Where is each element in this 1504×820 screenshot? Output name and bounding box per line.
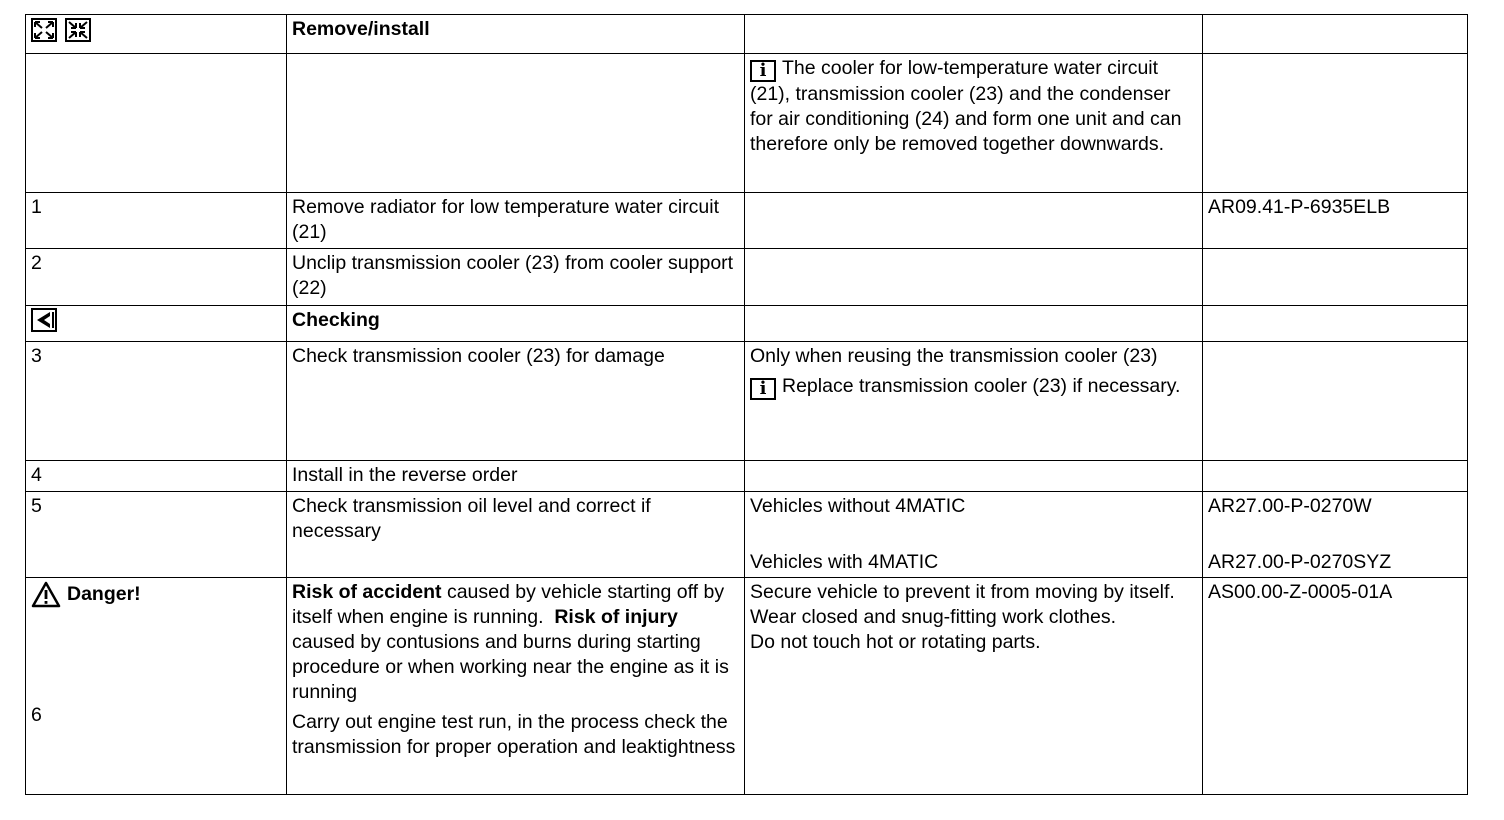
step-text: Unclip transmission cooler (23) from cooler support (22) [287, 249, 745, 306]
empty-cell [745, 461, 1203, 492]
step-number: 1 [26, 193, 287, 249]
step-text: Install in the reverse order [287, 461, 745, 492]
checking-icon-cell [26, 306, 287, 342]
empty-cell [287, 54, 745, 193]
danger-reference: AS00.00-Z-0005-01A [1203, 578, 1468, 795]
variants-cell [745, 492, 1203, 578]
empty-cell [26, 54, 287, 193]
info-icon: i [750, 60, 776, 82]
step-number: 4 [26, 461, 287, 492]
variant-with-4matic: Vehicles with 4MATIC [750, 551, 939, 573]
install-arrows-icon [65, 18, 91, 42]
empty-cell [1203, 461, 1468, 492]
step-number: 2 [26, 249, 287, 306]
danger-text-cell [287, 578, 745, 795]
table-row [26, 249, 1468, 306]
table-row [26, 342, 1468, 461]
danger-cell [26, 578, 287, 795]
safety-measure: Wear closed and snug-fitting work clothes. [750, 606, 1116, 628]
risk-accident-label: Risk of accident [292, 581, 442, 603]
warning-triangle-icon [31, 581, 61, 608]
row-danger [26, 578, 1468, 795]
safety-measure: Do not touch hot or rotating parts. [750, 631, 1041, 653]
row-info-note [26, 54, 1468, 193]
empty-cell [1203, 306, 1468, 342]
note-cell [745, 54, 1203, 193]
step-number: 5 [26, 492, 287, 578]
safety-measure: Secure vehicle to prevent it from moving by itself. [750, 581, 1175, 603]
step-text: Remove radiator for low temperature water circuit (21) [287, 193, 745, 249]
procedure-table [25, 14, 1468, 795]
step-note: Only when reusing the transmission cooler (23) [750, 345, 1158, 367]
step-number: 3 [26, 342, 287, 461]
info-icon: i [750, 378, 776, 400]
empty-cell [1203, 54, 1468, 193]
risk-accident-text: caused by vehicle starting off by itself when engine is running. [292, 581, 725, 628]
empty-cell [1203, 15, 1468, 54]
risk-injury-label: Risk of injury [554, 606, 678, 628]
empty-cell [745, 306, 1203, 342]
table-row [26, 492, 1468, 578]
remove-install-icons-cell [26, 15, 287, 54]
note-text: The cooler for low-temperature water circuit (21), transmission cooler (23) and the condenser for air conditioning (24) and form one unit and can therefore only be removed together downwards. [750, 57, 1182, 155]
section-title-cell [287, 15, 745, 54]
safety-measures-cell [745, 578, 1203, 795]
section-title-remove-install: Remove/install [292, 18, 430, 40]
step-number: 6 [31, 704, 42, 726]
step-note: Replace transmission cooler (23) if necessary. [782, 375, 1181, 397]
row-remove-install [26, 15, 1468, 54]
step-notes-cell [745, 342, 1203, 461]
step-text: Carry out engine test run, in the process check the transmission for proper operation and leaktightness [292, 711, 736, 758]
empty-cell [1203, 342, 1468, 461]
risk-injury-text: caused by contusions and burns during starting procedure or when working near the engine as it is running [292, 631, 729, 703]
step-text: Check transmission oil level and correct if necessary [287, 492, 745, 578]
variant-without-4matic: Vehicles without 4MATIC [750, 495, 966, 517]
step-reference: AR27.00-P-0270SYZ [1208, 551, 1392, 573]
empty-cell [745, 193, 1203, 249]
step-reference: AR09.41-P-6935ELB [1203, 193, 1468, 249]
step-reference: AR27.00-P-0270W [1208, 495, 1372, 517]
step-text: Check transmission cooler (23) for damage [287, 342, 745, 461]
row-checking [26, 306, 1468, 342]
checking-icon [31, 308, 57, 332]
references-cell [1203, 492, 1468, 578]
empty-cell [1203, 249, 1468, 306]
section-title-checking: Checking [292, 309, 380, 331]
section-title-cell [287, 306, 745, 342]
empty-cell [745, 249, 1203, 306]
empty-cell [745, 15, 1203, 54]
danger-label: Danger! [67, 583, 141, 605]
table-row [26, 461, 1468, 492]
table-row [26, 193, 1468, 249]
remove-arrows-icon [31, 18, 57, 42]
